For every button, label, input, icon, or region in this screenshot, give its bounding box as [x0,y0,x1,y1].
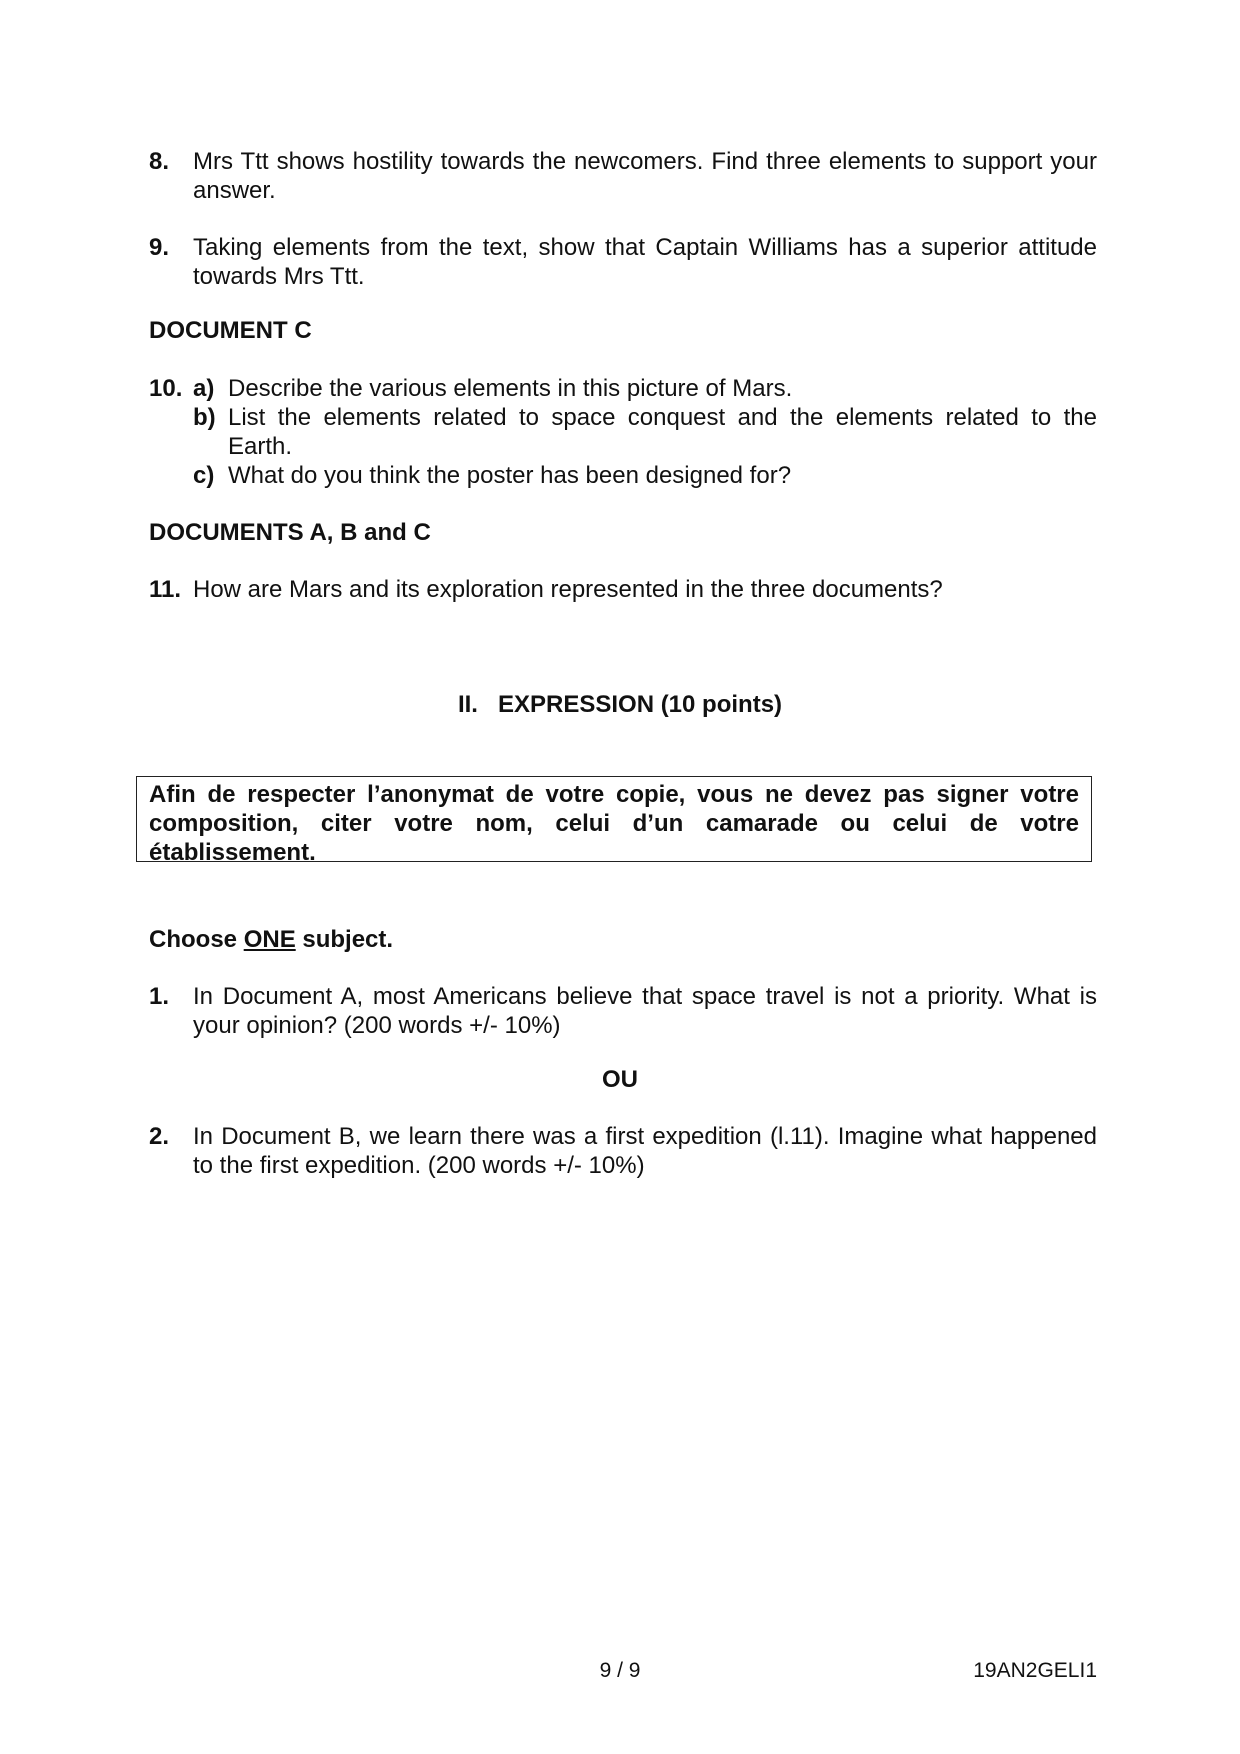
part-text: What do you think the poster has been designed for? [228,462,792,489]
question-text: Taking elements from the text, show that Captain Williams has a superior attitude towards Mrs Ttt. [193,234,1097,290]
subject-number: 2. [149,1123,170,1150]
question-part-a [193,374,1097,403]
question-part-c [193,461,1097,490]
subject-number: 1. [149,983,170,1010]
question-9 [149,233,1097,291]
anonymity-notice: Afin de respecter l’anonymat de votre copie, vous ne devez pas signer votre composition, citer votre nom, celui d’un camarade ou celui de votre établissement. [136,776,1092,862]
question-10 [149,374,1097,490]
part-label: b) [193,404,216,431]
choose-suffix: subject. [295,926,394,953]
page-number: 9 / 9 [599,1659,641,1682]
question-8 [149,147,1097,205]
part-text: Describe the various elements in this picture of Mars. [228,375,793,402]
question-text: Mrs Ttt shows hostility towards the newcomers. Find three elements to support your answer. [193,148,1097,204]
subject-text: In Document B, we learn there was a first expedition (l.11). Imagine what happened to the first expedition. (200 words +/- 10%) [193,1123,1097,1179]
or-separator: OU [602,1066,638,1093]
question-number: 11. [149,576,182,603]
section-heading-document-c: DOCUMENT C [149,317,312,344]
section-heading-documents-abc: DOCUMENTS A, B and C [149,519,431,546]
document-code: 19AN2GELI1 [973,1659,1097,1682]
subject-1 [149,982,1097,1040]
choose-emphasis: ONE [243,926,296,953]
question-text: How are Mars and its exploration represented in the three documents? [193,576,943,603]
expression-title: II. EXPRESSION (10 points) [457,691,783,718]
part-text: List the elements related to space conquest and the elements related to the Earth. [228,404,1097,460]
question-number: 8. [149,148,170,175]
question-11 [149,575,1097,604]
subject-2 [149,1122,1097,1180]
question-number: 9. [149,234,170,261]
subject-text: In Document A, most Americans believe that space travel is not a priority. What is your opinion? (200 words +/- 10%) [193,983,1097,1039]
part-label: c) [193,462,215,489]
part-label: a) [193,375,215,402]
question-part-b [193,403,1097,461]
question-number: 10. [149,375,183,402]
choose-instruction [149,925,393,954]
choose-prefix: Choose [149,926,244,953]
